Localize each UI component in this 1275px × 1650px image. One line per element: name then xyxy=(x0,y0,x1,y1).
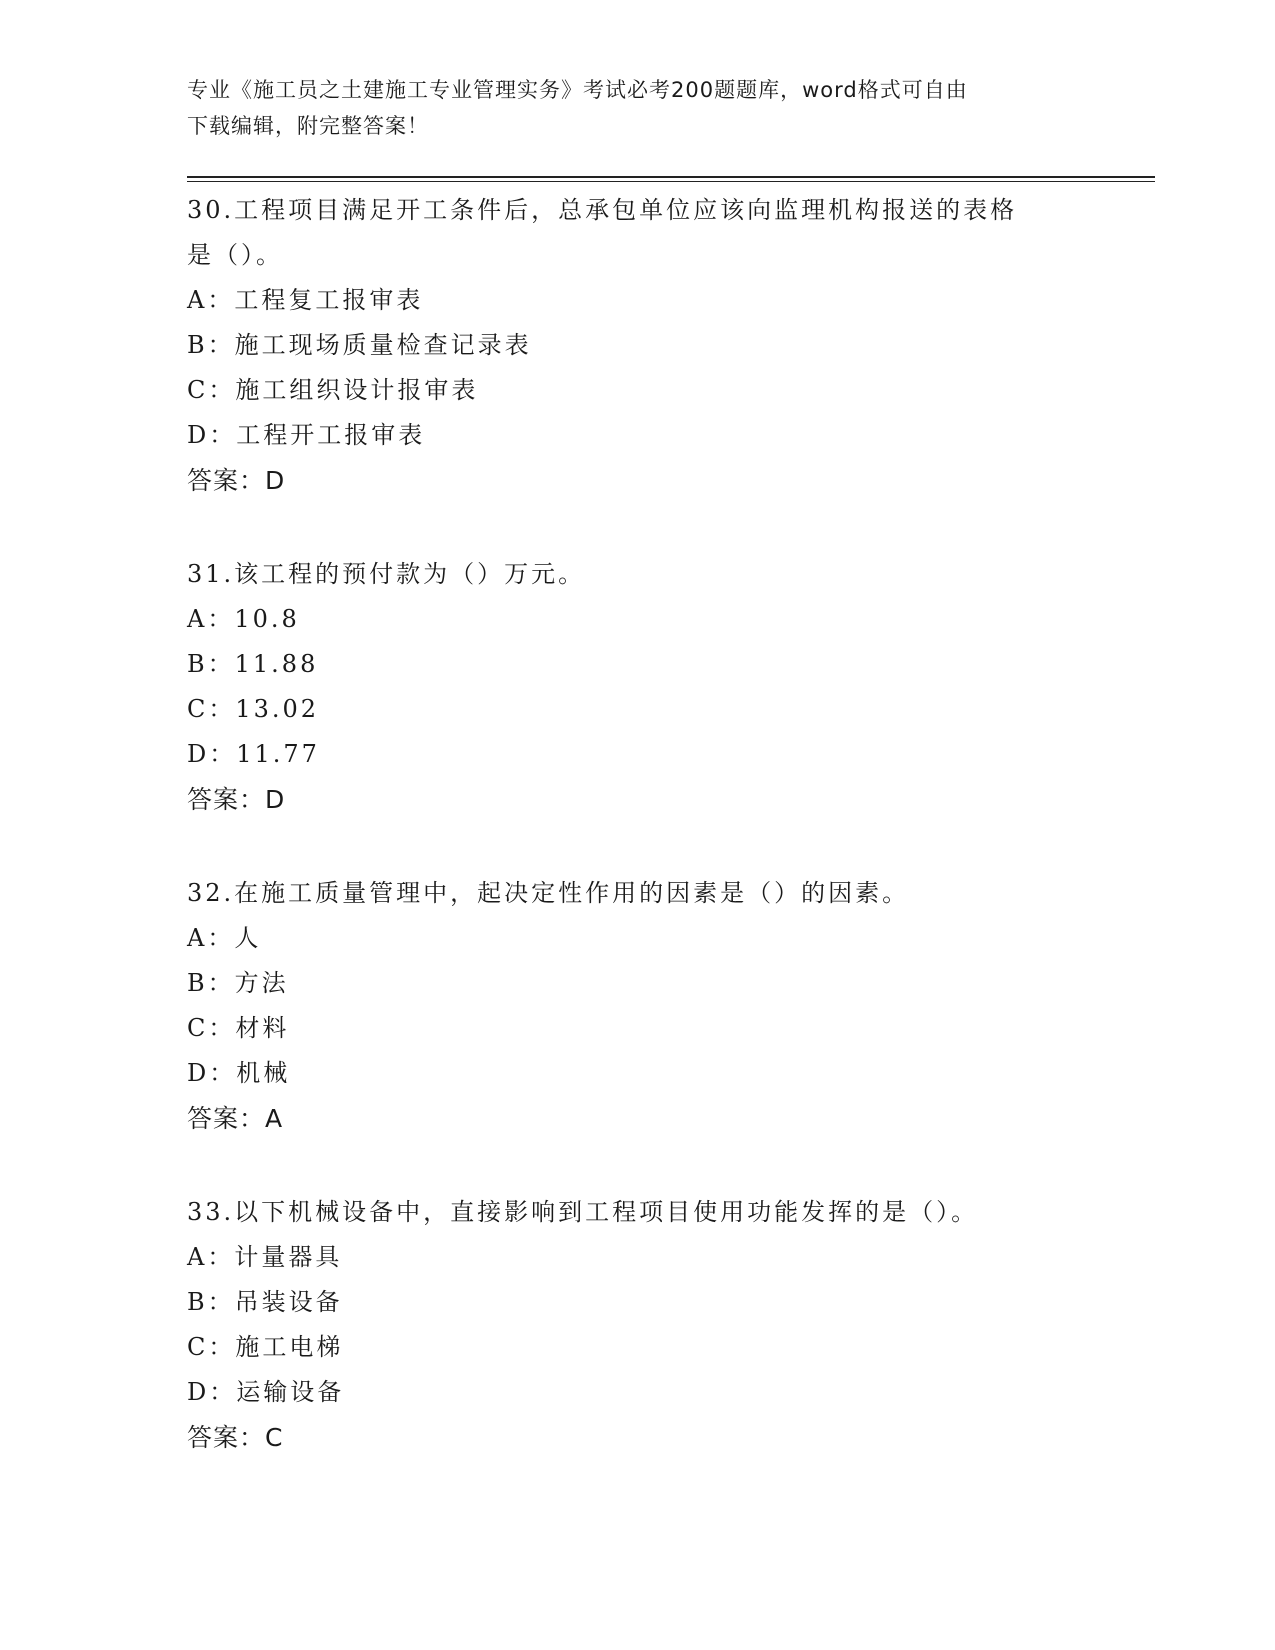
question-33 xyxy=(187,1190,1087,1460)
header-line-1: 专业《施工员之土建施工专业管理实务》考试必考200题题库，word格式可自由 xyxy=(187,78,968,102)
question-30 xyxy=(187,188,1087,503)
option-c: C：材料 xyxy=(187,1014,290,1042)
question-text: 31.该工程的预付款为（）万元。 xyxy=(187,560,586,588)
header-line-2: 下载编辑，附完整答案！ xyxy=(187,114,429,138)
option-a: A：工程复工报审表 xyxy=(187,286,424,314)
option-c: C：施工组织设计报审表 xyxy=(187,376,479,404)
question-32 xyxy=(187,871,1087,1141)
answer: 答案：C xyxy=(187,1423,284,1452)
document-header xyxy=(187,72,1067,144)
answer: 答案：A xyxy=(187,1104,284,1133)
option-d: D：工程开工报审表 xyxy=(187,421,426,449)
option-b: B：方法 xyxy=(187,969,289,997)
option-a: A：计量器具 xyxy=(187,1243,343,1271)
question-text: 33.以下机械设备中，直接影响到工程项目使用功能发挥的是（）。 xyxy=(187,1198,979,1226)
header-divider-thin xyxy=(187,181,1155,182)
option-d: D：运输设备 xyxy=(187,1378,345,1406)
option-c: C：13.02 xyxy=(187,695,320,723)
question-text-continued: 是（）。 xyxy=(187,241,283,269)
option-b: B：吊装设备 xyxy=(187,1288,343,1316)
option-c: C：施工电梯 xyxy=(187,1333,344,1361)
option-d: D：机械 xyxy=(187,1059,291,1087)
option-a: A：10.8 xyxy=(187,605,300,633)
question-31 xyxy=(187,552,1087,822)
question-text: 32.在施工质量管理中，起决定性作用的因素是（）的因素。 xyxy=(187,879,910,907)
option-b: B：11.88 xyxy=(187,650,319,678)
option-b: B：施工现场质量检查记录表 xyxy=(187,331,532,359)
header-divider-thick xyxy=(187,176,1155,178)
question-text: 30.工程项目满足开工条件后，总承包单位应该向监理机构报送的表格 xyxy=(187,196,1018,224)
option-a: A：人 xyxy=(187,924,262,952)
answer: 答案：D xyxy=(187,785,286,814)
option-d: D：11.77 xyxy=(187,740,320,768)
answer: 答案：D xyxy=(187,466,286,495)
